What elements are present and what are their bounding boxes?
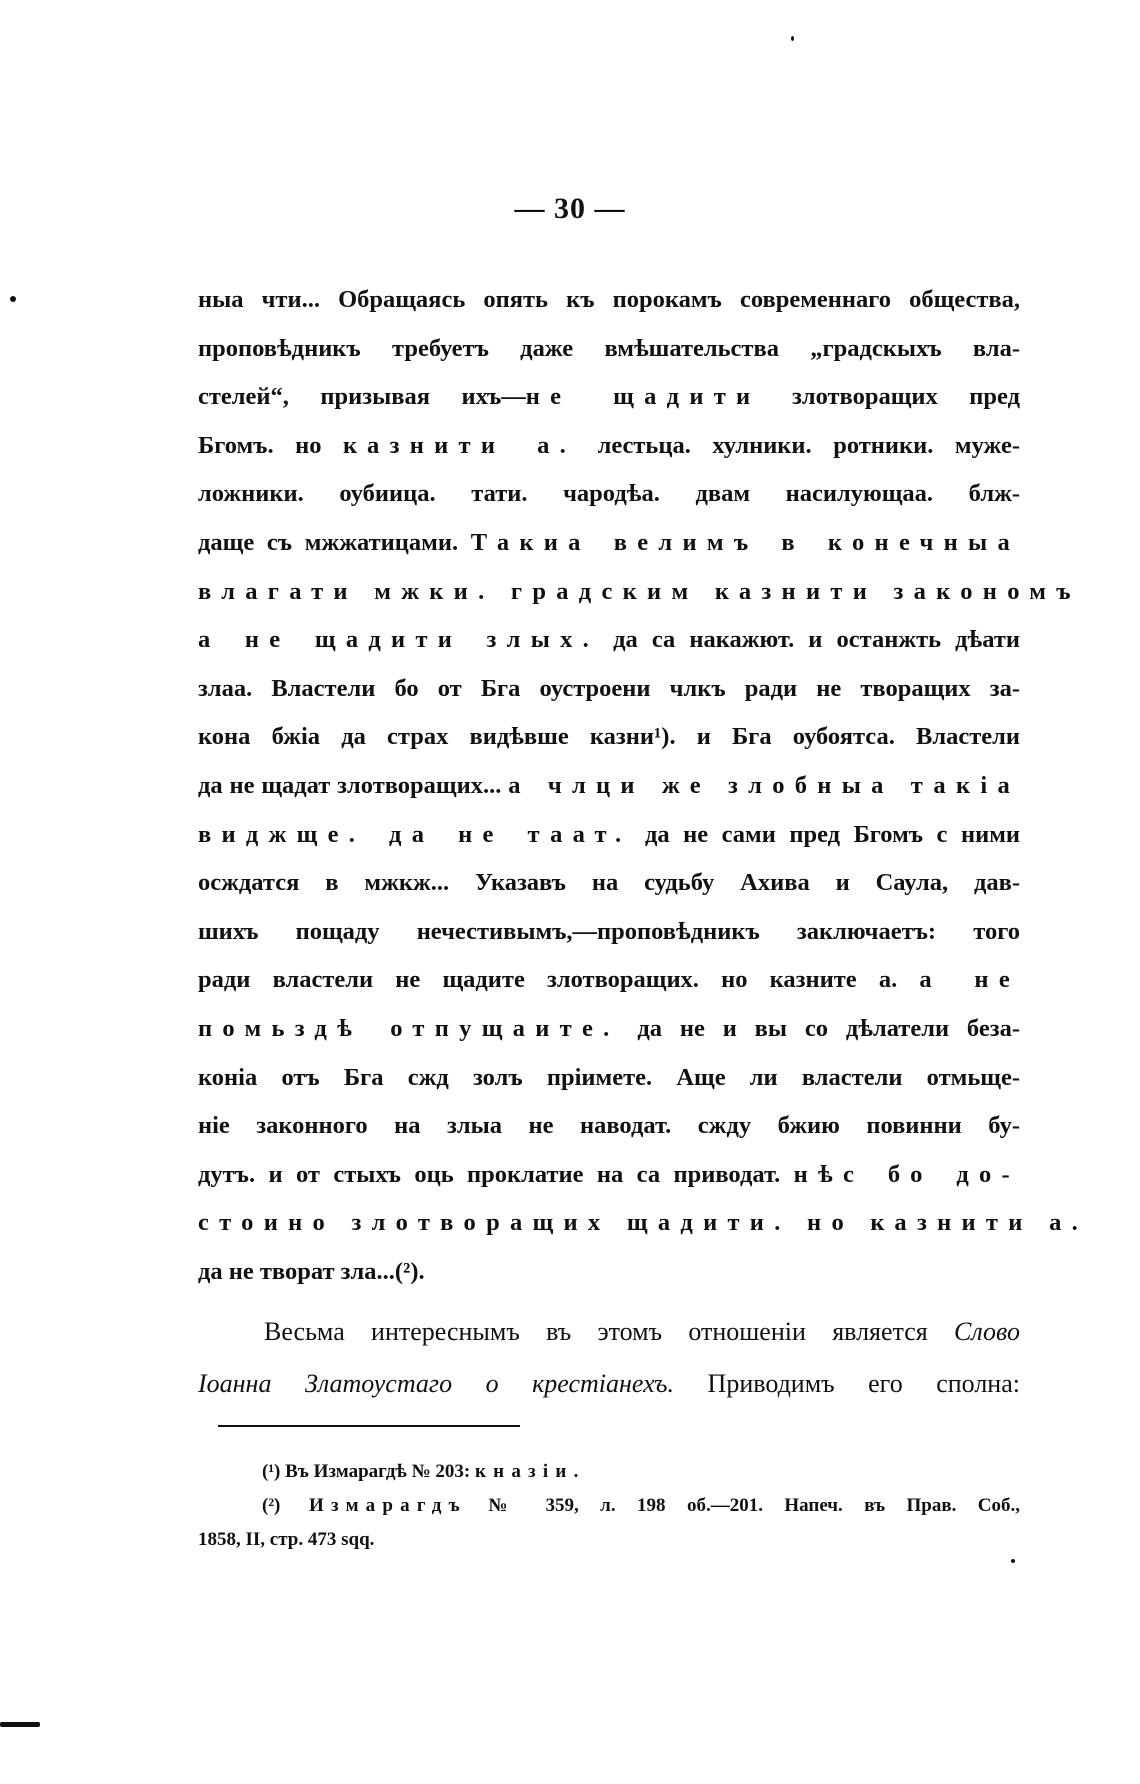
- paragraph-line: [198, 1358, 1020, 1410]
- text-line: [198, 713, 1020, 762]
- line-text: дутъ. и от стыхъ оць проклатие на са приводат.: [198, 1160, 794, 1188]
- paragraph-line: [198, 1306, 1020, 1358]
- line-spaced-text: виджще. да не таат.: [198, 820, 632, 848]
- line-text: даще съ мжжатицами.: [198, 528, 471, 556]
- text-line: [198, 422, 1020, 471]
- line-text: осждатся в мжкж... Указавъ на судьбу Ахива и Саула, дав-: [198, 869, 1020, 897]
- text-line: [198, 908, 1020, 957]
- line-text: злотворащих пред: [760, 383, 1020, 411]
- text-line: [198, 325, 1020, 374]
- body-text: [198, 276, 1089, 1410]
- text-lines: [198, 276, 1089, 1296]
- line-spaced-text: помьздѣ отпущаите.: [198, 1014, 620, 1042]
- line-text: ніе законного на злыа не наводат. сжду бжию повинни бу-: [198, 1112, 1020, 1140]
- scan-speck: [0, 1722, 40, 1727]
- line-text: ради властели не щадите злотворащих. но казните а.: [198, 966, 920, 994]
- text-line: [198, 665, 1020, 714]
- footnote-spaced-text: кназіи.: [475, 1461, 586, 1482]
- paragraph-title-italic: Іоанна Златоустаго о крестіанехъ.: [198, 1369, 675, 1399]
- text-line: [198, 811, 1020, 860]
- footnote-mark: (²): [262, 1495, 281, 1516]
- line-spaced-text: а не щадити злых.: [198, 626, 600, 654]
- line-text: да са накажют. и останжть дѣати: [599, 626, 1021, 654]
- text-line: [198, 519, 1020, 568]
- paragraph: [198, 1306, 1020, 1410]
- text-line: [198, 1005, 1020, 1054]
- text-line: [198, 1151, 1020, 1200]
- text-line: [198, 1102, 1020, 1151]
- line-spaced-text: влагати мжки. градским казнити закономъ: [198, 577, 1081, 605]
- line-text: ныа чти... Обращаясь опять къ порокамъ современнаго общества,: [198, 286, 1020, 313]
- text-line: [198, 1054, 1020, 1103]
- line-text: проповѣдникъ требуетъ даже вмѣшательства „градскыхъ вла-: [198, 334, 1020, 362]
- scan-speck: [10, 296, 16, 302]
- text-line: [198, 1199, 1089, 1248]
- footnote-divider: [218, 1425, 520, 1427]
- line-text: шихъ пощаду нечестивымъ,—проповѣдникъ заключаетъ: того: [198, 917, 1020, 945]
- footnote-spaced-text: Измарагдъ: [280, 1495, 467, 1516]
- text-line: [198, 1248, 1020, 1297]
- scan-speck: [791, 36, 794, 41]
- text-line: [198, 276, 1020, 325]
- paragraph-title-italic: Слово: [954, 1317, 1020, 1347]
- line-spaced-text: казнити а.: [343, 431, 577, 459]
- line-spaced-text: Такиа велимъ в конечныа: [470, 528, 1020, 556]
- footnote-text: № 359, л. 198 об.—201. Напеч. въ Прав. Соб.,: [466, 1495, 1020, 1516]
- text-line: [198, 568, 1081, 617]
- text-line: [198, 616, 1020, 665]
- text-line: [198, 859, 1020, 908]
- line-text: лестьца. хулники. ротники. муже-: [576, 431, 1020, 459]
- paragraph-text: Весьма интереснымъ въ этомъ отношеніи является: [264, 1317, 955, 1347]
- line-spaced-text: нѣс бо до-: [793, 1160, 1020, 1188]
- line-text: да не и вы со дѣлатели безa-: [619, 1014, 1020, 1042]
- line-spaced-text: а не: [919, 966, 1020, 994]
- text-line: [198, 956, 1020, 1005]
- line-text: стелей“, призывая ихъ—: [198, 383, 526, 411]
- line-spaced-text: не щадити: [525, 383, 761, 411]
- text-line: [198, 762, 1020, 811]
- paragraph-text: Приводимъ его сполна:: [674, 1369, 1020, 1399]
- scan-speck: [1011, 1559, 1015, 1563]
- page-number: — 30 —: [514, 192, 626, 225]
- line-text: да не творат зла...(²).: [198, 1257, 425, 1285]
- footnote-mark: (¹): [262, 1461, 281, 1482]
- footnote-2-continuation: 1858, II, стр. 473 sqq.: [198, 1529, 375, 1550]
- footnote-2: [198, 1489, 1020, 1523]
- line-text: Бгомъ. но: [198, 431, 344, 459]
- line-text: да не сами пред Бгомъ с ними: [631, 820, 1020, 848]
- footnote-1: [198, 1455, 1020, 1489]
- text-line: [198, 373, 1020, 422]
- line-text: злаа. Властели бо от Бга оустроени члкъ ради не творащих за-: [198, 674, 1020, 702]
- footnotes: [198, 1455, 1020, 1557]
- line-spaced-text: стоино злотворащих щадити. но казнити а.: [198, 1209, 1089, 1237]
- line-text: ложники. оубиица. тати. чародѣа. двам насилующаа. блж-: [198, 480, 1020, 508]
- line-text: кона бжіа да страх видѣвше казни¹). и Бга оубоятса. Властели: [198, 723, 1020, 751]
- line-text: да не щадат злотворащих...: [198, 771, 509, 799]
- text-line: [198, 470, 1020, 519]
- line-text: коніа отъ Бга сжд золъ пріимете. Аще ли властели отмьще-: [198, 1063, 1020, 1091]
- footnote-text: Въ Измарагдѣ № 203:: [280, 1461, 475, 1482]
- line-spaced-text: а члци же злобныа такіа: [508, 771, 1020, 799]
